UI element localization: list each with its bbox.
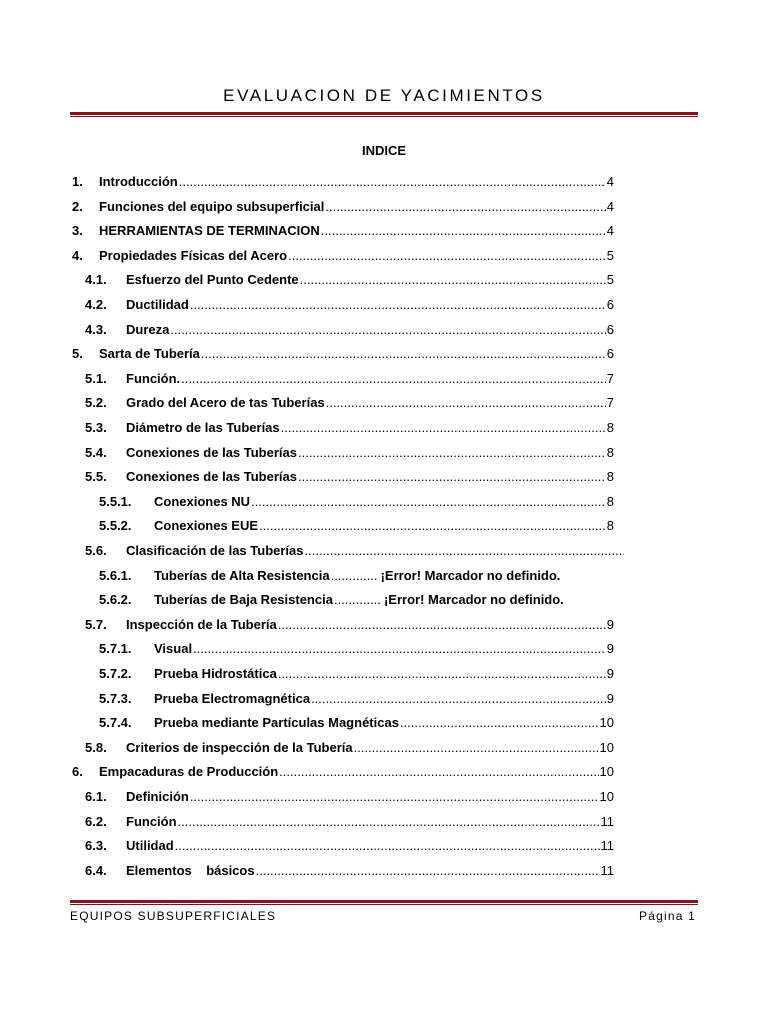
toc-entry-page: 6 [606,321,614,337]
toc-entry[interactable] [85,467,614,487]
toc-dot-leader [278,664,606,684]
toc-entry[interactable] [99,566,627,586]
toc-entry-title: Visual [154,641,193,657]
toc-entry-title: Elementos básicos [126,862,255,878]
toc-entry-page: 9 [606,616,614,632]
page-header-title: EVALUACION DE YACIMIENTOS [223,86,545,105]
toc-entry-number: 5. [72,346,83,362]
toc-dot-leader [311,689,606,709]
toc-entry-title: Conexiones de las Tuberías [126,444,297,460]
toc-entry[interactable] [99,516,614,536]
toc-entry[interactable] [72,246,614,266]
toc-entry[interactable] [99,492,614,512]
toc-entry-page: 4 [606,198,614,214]
index-heading: INDICE [361,143,407,158]
toc-entry-page: 8 [606,444,614,460]
toc-entry-title: Propiedades Físicas del Acero [99,247,288,263]
toc-entry-title: Tuberías de Baja Resistencia [154,592,333,608]
toc-dot-leader [256,861,600,881]
toc-dot-leader [190,295,606,315]
toc-entry-number: 5.7.1. [99,641,132,657]
toc-entry-number: 4.3. [85,321,107,337]
toc-dot-leader [259,516,606,536]
toc-entry-title: Esfuerzo del Punto Cedente [126,272,299,288]
toc-entry-title: Diámetro de las Tuberías [126,420,280,435]
toc-entry-number: 6.1. [85,789,107,804]
toc-entry-page: 7 [606,370,614,386]
toc-entry-page: 8 [606,469,614,485]
footer-rule [70,900,698,905]
toc-entry-page: 11 [600,862,614,878]
toc-entry-page: 9 [606,666,614,681]
toc-entry-number: 5.4. [85,444,107,460]
toc-entry[interactable] [72,221,614,241]
toc-dot-leader [298,467,606,487]
toc-entry[interactable] [85,320,614,340]
toc-entry-title: Introducción [99,174,178,189]
toc-dot-leader [279,762,598,782]
toc-entry-page: 10 [599,715,614,731]
toc-entry-title: Funciones del equipo subsuperficial [99,198,325,214]
toc-entry[interactable] [85,418,614,438]
toc-entry[interactable] [85,393,614,413]
toc-entry-page: 9 [606,690,614,706]
toc-entry-number: 5.7.2. [99,666,132,681]
toc-entry-page: 6 [606,346,614,362]
toc-dot-leader [281,418,606,438]
toc-dot-leader [326,393,606,413]
toc-entry[interactable] [72,172,614,192]
toc-entry-title: Inspección de la Tubería [126,616,277,632]
toc-entry-page: 8 [606,420,614,435]
toc-entry-title: Clasificación de las Tuberías [126,543,304,558]
toc-entry-number: 5.5.1. [99,493,132,509]
toc-entry-number: 5.5.2. [99,518,132,534]
toc-dot-leader [300,270,606,290]
toc-entry-number: 1. [72,174,83,189]
toc-entry[interactable] [99,590,627,610]
toc-entry[interactable] [85,615,614,635]
toc-entry-page: 10 [599,764,614,780]
toc-entry-number: 3. [72,223,83,239]
footer-document-name: EQUIPOS SUBSUPERFICIALES [70,909,277,923]
toc-entry-title: Prueba Hidrostática [154,666,277,681]
toc-entry[interactable] [72,197,614,217]
toc-entry-title: HERRAMIENTAS DE TERMINACION [99,223,320,239]
footer-page-number: Página 1 [639,909,696,923]
toc-entry-number: 6.2. [85,813,107,829]
toc-entry-page: 4 [606,174,614,189]
toc-dot-leader [178,812,600,832]
toc-entry-page: ¡Error! Marcador no definido. [380,567,561,583]
toc-entry-page: 5 [606,247,614,263]
toc-entry-page: 6 [606,297,614,312]
toc-entry-page: 9 [606,641,614,657]
toc-entry-page: 10 [599,739,614,755]
toc-entry-title: Conexiones NU [154,493,251,509]
toc-entry-number: 5.6. [85,543,107,558]
toc-entry-number: 4.1. [85,272,107,288]
toc-entry[interactable] [99,664,614,684]
toc-entry-title: Sarta de Tubería [99,346,200,362]
toc-entry[interactable] [85,836,614,856]
toc-entry-number: 5.1. [85,370,107,386]
toc-entry[interactable] [85,295,614,315]
toc-entry[interactable] [85,369,614,389]
toc-entry-page: 5 [606,272,614,288]
toc-entry-number: 5.8. [85,739,107,755]
toc-dot-leader [278,615,606,635]
toc-dot-leader [190,787,599,807]
toc-entry-number: 5.5. [85,469,107,485]
toc-dot-leader [175,836,600,856]
toc-entry-number: 5.7.3. [99,690,132,706]
toc-entry[interactable] [85,812,614,832]
toc-entry-page: 7 [606,395,614,411]
toc-dot-leader [331,566,377,586]
toc-dot-leader [354,738,599,758]
toc-dot-leader [201,344,606,364]
toc-dot-leader [334,590,380,610]
toc-entry-page: 8 [606,518,614,534]
toc-dot-leader [321,221,606,241]
toc-entry[interactable] [85,270,614,290]
header-rule [70,112,698,117]
toc-entry-number: 5.3. [85,420,107,435]
toc-entry-title: Prueba Electromagnética [154,690,311,706]
toc-entry-number: 5.7. [85,616,107,632]
toc-entry-number: 4.2. [85,297,107,312]
toc-dot-leader [251,492,606,512]
toc-entry-number: 6.4. [85,862,107,878]
toc-entry-title: Criterios de inspección de la Tubería [126,739,353,755]
toc-entry[interactable] [72,344,614,364]
toc-dot-leader [170,320,605,340]
toc-dot-leader [305,541,625,561]
toc-entry[interactable] [85,861,614,881]
toc-entry-number: 5.6.2. [99,592,132,608]
toc-dot-leader [400,713,599,733]
toc-entry[interactable] [99,713,614,733]
toc-entry-page: ¡Error! Marcador no definido. [383,592,564,608]
toc-entry[interactable] [85,443,614,463]
toc-entry-title: Prueba mediante Partículas Magnéticas [154,715,399,731]
toc-dot-leader [181,369,606,389]
toc-entry-page: 8 [606,493,614,509]
toc-entry-number: 5.7.4. [99,715,132,731]
toc-entry-title: Utilidad [126,838,174,854]
toc-entry-number: 6. [72,764,83,780]
toc-entry-page: 10 [599,789,614,804]
toc-entry-number: 4. [72,247,83,263]
toc-dot-leader [325,197,605,217]
toc-dot-leader [298,443,606,463]
toc-entry-page: 11 [600,838,614,854]
toc-entry-number: 5.2. [85,395,107,411]
toc-entry-title: Definición [126,789,189,804]
toc-dot-leader [179,172,606,192]
toc-entry-title: Conexiones de las Tuberías [126,469,297,485]
toc-entry-title: Grado del Acero de tas Tuberías [126,395,325,411]
toc-entry-page: 4 [606,223,614,239]
toc-entry[interactable] [85,738,614,758]
toc-entry-title: Tuberías de Alta Resistencia [154,567,330,583]
toc-entry-page: 11 [600,813,614,829]
toc-entry[interactable] [85,787,614,807]
toc-dot-leader [193,639,606,659]
toc-entry-title: Función [126,813,177,829]
toc-entry-title: Dureza [126,321,170,337]
toc-entry[interactable] [99,639,614,659]
toc-entry-title: Empacaduras de Producción [99,764,279,780]
toc-entry[interactable] [72,762,614,782]
toc-entry-title: Conexiones EUE [154,518,259,534]
toc-entry-number: 2. [72,198,83,214]
toc-dot-leader [288,246,606,266]
toc-entry-title: Ductilidad [126,297,189,312]
toc-entry-number: 5.6.1. [99,567,132,583]
toc-entry[interactable] [99,689,614,709]
toc-entry-number: 6.3. [85,838,107,854]
toc-entry[interactable] [85,541,625,561]
toc-entry-title: Función. [126,370,181,386]
